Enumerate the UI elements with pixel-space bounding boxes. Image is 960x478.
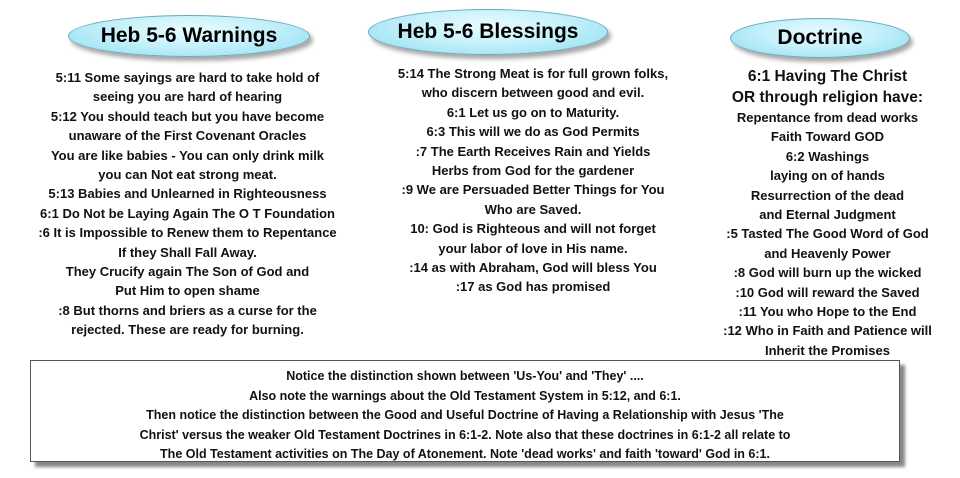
- warnings-line: 5:11 Some sayings are hard to take hold of: [55, 70, 320, 85]
- doctrine-line: :8 God will burn up the wicked: [733, 265, 922, 281]
- warnings-column: [0, 68, 375, 340]
- blessings-line: 6:1 Let us go on to Maturity.: [446, 104, 620, 120]
- doctrine-title-oval: [730, 18, 910, 58]
- doctrine-heading-line: 6:1 Having The Christ: [747, 68, 908, 85]
- doctrine-line: :11 You who Hope to the End: [738, 304, 917, 320]
- warnings-line: They Crucify again The Son of God and: [65, 264, 310, 280]
- warnings-line: unaware of the First Covenant Oracles: [68, 128, 307, 144]
- warnings-line: seeing you are hard of hearing: [92, 89, 283, 105]
- doctrine-line: 6:2 Washings: [785, 148, 870, 164]
- warnings-line: 5:12 You should teach but you have become: [50, 108, 325, 124]
- doctrine-line: :10 God will reward the Saved: [735, 284, 920, 300]
- doctrine-line: :5 Tasted The Good Word of God: [726, 226, 929, 242]
- warnings-line: :6 It is Impossible to Renew them to Repentance: [38, 225, 337, 241]
- doctrine-heading-line: OR through religion have:: [731, 89, 924, 106]
- doctrine-line: and Eternal Judgment: [759, 207, 896, 223]
- blessings-line: :7 The Earth Receives Rain and Yields: [415, 143, 651, 159]
- note-line: Then notice the distinction between the Good and Useful Doctrine of Having a Relationship with Jesus 'The: [146, 408, 784, 422]
- blessings-line: Who are Saved.: [484, 201, 582, 217]
- blessings-title: Heb 5-6 Blessings: [397, 20, 579, 43]
- note-line: Christ' versus the weaker Old Testament Doctrines in 6:1-2. Note also that these doctrines in 6:1-2 all relate to: [139, 427, 791, 442]
- warnings-line: rejected. These are ready for burning.: [71, 322, 304, 338]
- doctrine-line: laying on of hands: [770, 168, 885, 184]
- note-line: Also note the warnings about the Old Testament System in 5:12, and 6:1.: [249, 388, 681, 403]
- warnings-line: Put Him to open shame: [115, 283, 260, 299]
- warnings-title: Heb 5-6 Warnings: [100, 24, 278, 47]
- note-line: The Old Testament activities on The Day of Atonement. Note 'dead works' and faith 'toward' God in 6:1.: [160, 447, 770, 461]
- warnings-line: If they Shall Fall Away.: [118, 244, 257, 260]
- blessings-line: 5:14 The Strong Meat is for full grown folks,: [397, 66, 669, 81]
- doctrine-line: Inherit the Promises: [765, 342, 890, 358]
- warnings-line: 5:13 Babies and Unlearned in Righteousness: [48, 186, 327, 202]
- doctrine-line: and Heavenly Power: [764, 245, 891, 261]
- doctrine-title: Doctrine: [777, 26, 863, 49]
- blessings-column: [368, 64, 698, 297]
- doctrine-column: [695, 66, 960, 360]
- blessings-line: 6:3 This will we do as God Permits: [426, 124, 640, 140]
- blessings-line: :17 as God has promised: [455, 279, 611, 295]
- warnings-line: 6:1 Do Not be Laying Again The O T Foundation: [40, 205, 335, 221]
- blessings-title-oval: [368, 9, 608, 55]
- blessings-line: :9 We are Persuaded Better Things for You: [401, 182, 665, 198]
- warnings-line: :8 But thorns and briers as a curse for the: [58, 302, 317, 318]
- blessings-line: your labor of love in His name.: [438, 240, 628, 256]
- note-box: [30, 360, 900, 462]
- blessings-line: Herbs from God for the gardener: [431, 163, 635, 179]
- warnings-line: You are like babies - You can only drink milk: [50, 147, 325, 163]
- warnings-title-oval: [68, 15, 310, 57]
- blessings-line: who discern between good and evil.: [421, 85, 645, 101]
- doctrine-line: Resurrection of the dead: [750, 187, 905, 203]
- doctrine-line: :12 Who in Faith and Patience will: [723, 323, 932, 339]
- note-line: Notice the distinction shown between 'Us-You' and 'They' ....: [286, 369, 644, 383]
- warnings-line: you can Not eat strong meat.: [98, 167, 277, 183]
- blessings-line: :14 as with Abraham, God will bless You: [409, 260, 657, 276]
- doctrine-line: Repentance from dead works: [736, 110, 919, 125]
- doctrine-line: Faith Toward GOD: [770, 129, 885, 145]
- blessings-line: 10: God is Righteous and will not forget: [410, 221, 656, 237]
